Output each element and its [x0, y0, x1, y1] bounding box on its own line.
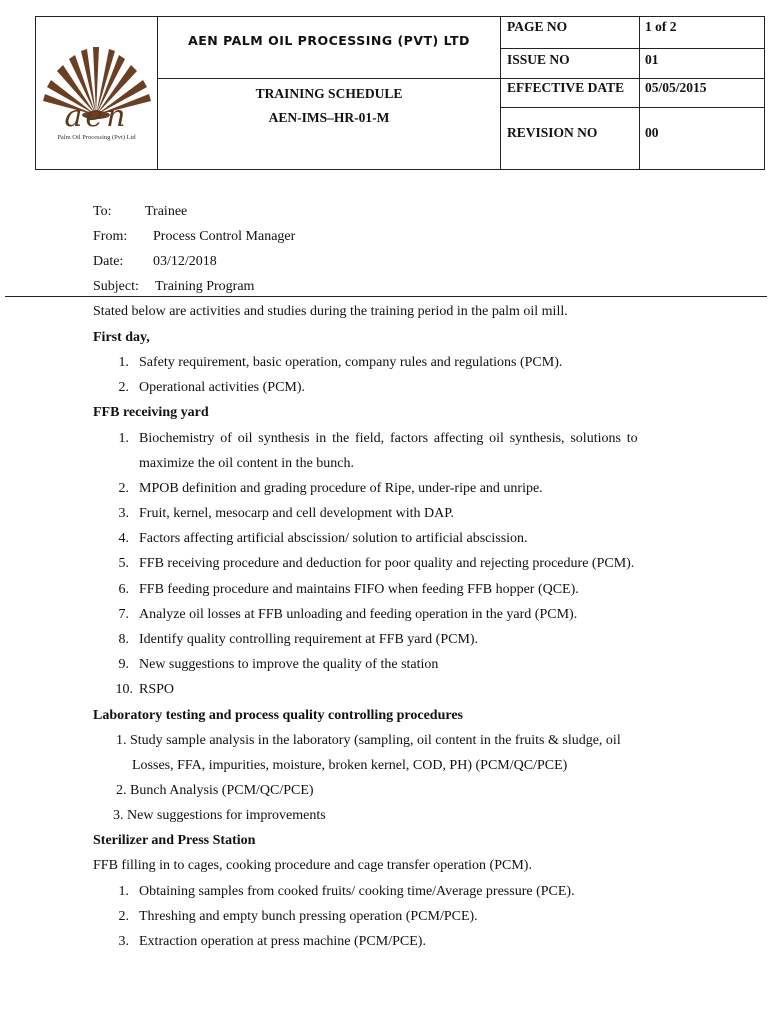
- divider: [5, 296, 767, 297]
- document-code: AEN-IMS–HR-01-M: [268, 110, 390, 125]
- memo-date-value: 03/12/2018: [153, 254, 217, 269]
- issue-no-value: 01: [645, 52, 659, 67]
- list-item: 1. Study sample analysis in the laboratory (sampling, oil content in the fruits & sludge, oil: [116, 733, 621, 748]
- list-item: MPOB definition and grading procedure of Ripe, under-ripe and unripe.: [139, 481, 543, 496]
- memo-date: [93, 254, 217, 270]
- list-item: Obtaining samples from cooked fruits/ cooking time/Average pressure (PCE).: [139, 884, 575, 899]
- memo-from-value: Process Control Manager: [153, 229, 296, 244]
- list-item: Operational activities (PCM).: [139, 380, 306, 395]
- document-title: TRAINING SCHEDULE: [255, 86, 403, 101]
- list-item-continued: Losses, FFA, impurities, moisture, broken kernel, COD, PH) (PCM/QC/PCE): [132, 758, 568, 773]
- company-logo: [39, 37, 154, 147]
- effective-date-value: 05/05/2015: [645, 80, 707, 95]
- revision-no-label: REVISION NO: [507, 125, 598, 140]
- list-item: Extraction operation at press machine (PCM/PCE).: [139, 934, 426, 949]
- list-item: Identify quality controlling requirement at FFB yard (PCM).: [139, 632, 479, 647]
- list-item: Fruit, kernel, mesocarp and cell development with DAP.: [139, 506, 454, 521]
- list-item: Analyze oil losses at FFB unloading and feeding operation in the yard (PCM).: [139, 607, 578, 622]
- memo-from: [93, 229, 295, 245]
- issue-no-label: ISSUE NO: [507, 52, 570, 67]
- effective-date-label: EFFECTIVE DATE: [507, 80, 625, 95]
- revision-no-value: 00: [645, 125, 659, 140]
- list-item: Biochemistry of oil synthesis in the field, factors affecting oil synthesis, solutions to: [139, 431, 638, 446]
- list-item: Factors affecting artificial abscission/ solution to artificial abscission.: [139, 531, 528, 546]
- logo-subtext: Palm Oil Processing (Pvt) Ltd: [57, 134, 136, 141]
- ffb-heading: FFB receiving yard: [93, 405, 209, 420]
- memo-subject-label: Subject:: [93, 279, 139, 294]
- list-item: Threshing and empty bunch pressing operation (PCM/PCE).: [139, 909, 478, 924]
- company-name: AEN PALM OIL PROCESSING (PVT) LTD: [188, 33, 470, 48]
- memo-subject: [93, 279, 254, 295]
- sterilizer-intro: FFB filling in to cages, cooking procedure and cage transfer operation (PCM).: [93, 858, 532, 873]
- page-no-label: PAGE NO: [507, 19, 568, 34]
- intro-text: Stated below are activities and studies during the training period in the palm oil mill.: [93, 304, 568, 319]
- memo-to-value: Trainee: [145, 204, 188, 219]
- sterilizer-heading: Sterilizer and Press Station: [93, 833, 256, 848]
- lab-heading: Laboratory testing and process quality controlling procedures: [93, 708, 463, 723]
- list-item: New suggestions to improve the quality of the station: [139, 657, 439, 672]
- logo-text: aen: [64, 99, 129, 134]
- document-header: [35, 16, 765, 170]
- memo-from-label: From:: [93, 229, 128, 244]
- list-item: RSPO: [139, 682, 175, 697]
- memo-subject-value: Training Program: [155, 279, 255, 294]
- list-item: Safety requirement, basic operation, company rules and regulations (PCM).: [139, 355, 563, 370]
- list-item: FFB feeding procedure and maintains FIFO when feeding FFB hopper (QCE).: [139, 582, 579, 597]
- memo-date-label: Date:: [93, 254, 124, 269]
- page-no-value: 1 of 2: [645, 19, 677, 34]
- list-item-continued: maximize the oil content in the bunch.: [139, 456, 354, 471]
- list-item: FFB receiving procedure and deduction for poor quality and rejecting procedure (PCM).: [139, 556, 635, 571]
- list-item: 2. Bunch Analysis (PCM/QC/PCE): [116, 783, 314, 798]
- memo-to-label: To:: [93, 204, 112, 219]
- list-item: 3. New suggestions for improvements: [113, 808, 326, 823]
- first-day-heading: First day,: [93, 330, 150, 345]
- memo-to: [93, 204, 187, 220]
